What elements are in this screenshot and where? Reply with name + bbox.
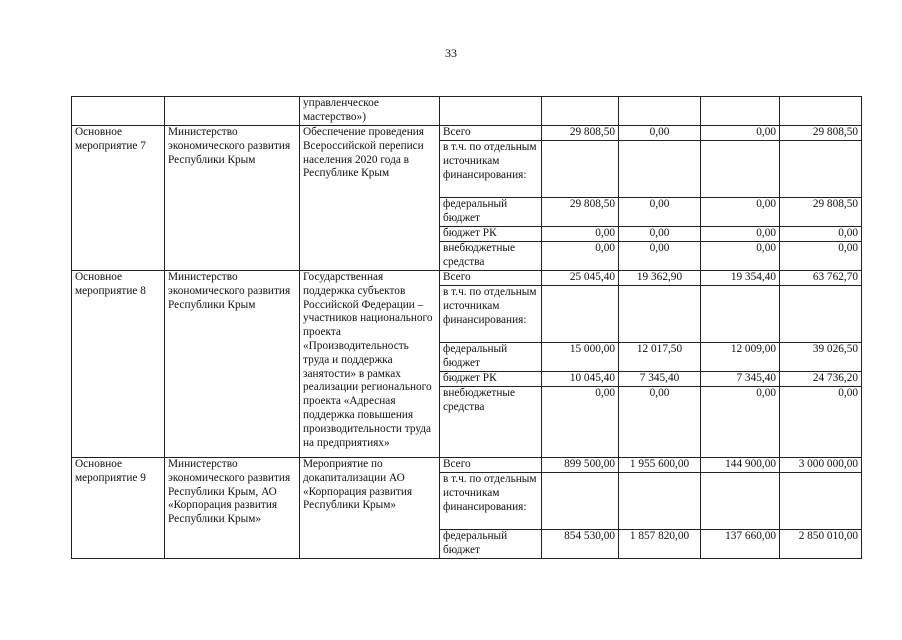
funding-source-cell: Всего bbox=[440, 271, 542, 286]
funding-source-cell: федеральный бюджет bbox=[440, 198, 542, 227]
funding-source-cell: в т.ч. по отдельным источникам финансирования: bbox=[440, 286, 542, 343]
funding-source-cell: внебюджетные средства bbox=[440, 387, 542, 458]
total-value-cell bbox=[780, 473, 862, 530]
total-value-cell bbox=[780, 286, 862, 343]
year-value-cell: 12 017,50 bbox=[619, 343, 701, 372]
measure-cell: Основное мероприятие 9 bbox=[72, 458, 165, 559]
year-value-cell: 12 009,00 bbox=[701, 343, 780, 372]
year-value-cell bbox=[542, 141, 619, 198]
continuation-cell-value bbox=[542, 97, 619, 126]
total-value-cell: 24 736,20 bbox=[780, 372, 862, 387]
year-value-cell bbox=[542, 473, 619, 530]
year-value-cell: 19 354,40 bbox=[701, 271, 780, 286]
continuation-cell-value bbox=[619, 97, 701, 126]
funding-source-cell: в т.ч. по отдельным источникам финансирования: bbox=[440, 473, 542, 530]
year-value-cell: 144 900,00 bbox=[701, 458, 780, 473]
continuation-cell-source bbox=[440, 97, 542, 126]
year-value-cell: 0,00 bbox=[542, 387, 619, 458]
description-cell: Государственная поддержка субъектов Российской Федерации – участников национального проекта «Производительность труда и поддержка занятости» в рамках реализации регионального проекта «Адресная поддержка повышения производительности труда на предприятиях» bbox=[300, 271, 440, 458]
continuation-cell-value bbox=[701, 97, 780, 126]
year-value-cell: 854 530,00 bbox=[542, 530, 619, 559]
year-value-cell: 15 000,00 bbox=[542, 343, 619, 372]
year-value-cell bbox=[701, 286, 780, 343]
year-value-cell bbox=[701, 473, 780, 530]
funding-source-cell: Всего bbox=[440, 458, 542, 473]
year-value-cell: 29 808,50 bbox=[542, 126, 619, 141]
total-value-cell: 0,00 bbox=[780, 387, 862, 458]
continuation-cell-measure bbox=[72, 97, 165, 126]
year-value-cell: 7 345,40 bbox=[619, 372, 701, 387]
executor-cell: Министерство экономического развития Республики Крым bbox=[165, 271, 300, 458]
continuation-cell-description bbox=[300, 97, 440, 126]
table-row bbox=[72, 458, 862, 473]
executor-cell: Министерство экономического развития Республики Крым bbox=[165, 126, 300, 271]
total-value-cell: 0,00 bbox=[780, 227, 862, 242]
total-value-cell bbox=[780, 141, 862, 198]
year-value-cell: 0,00 bbox=[619, 126, 701, 141]
year-value-cell: 899 500,00 bbox=[542, 458, 619, 473]
funding-source-cell: бюджет РК bbox=[440, 372, 542, 387]
year-value-cell bbox=[619, 473, 701, 530]
year-value-cell bbox=[701, 141, 780, 198]
year-value-cell: 0,00 bbox=[701, 227, 780, 242]
total-value-cell: 29 808,50 bbox=[780, 198, 862, 227]
measure-cell: Основное мероприятие 8 bbox=[72, 271, 165, 458]
description-cell: Обеспечение проведения Всероссийской переписи населения 2020 года в Республике Крым bbox=[300, 126, 440, 271]
year-value-cell: 0,00 bbox=[619, 387, 701, 458]
year-value-cell bbox=[619, 286, 701, 343]
year-value-cell: 7 345,40 bbox=[701, 372, 780, 387]
year-value-cell: 0,00 bbox=[619, 198, 701, 227]
year-value-cell: 1 955 600,00 bbox=[619, 458, 701, 473]
year-value-cell: 19 362,90 bbox=[619, 271, 701, 286]
funding-source-cell: Всего bbox=[440, 126, 542, 141]
year-value-cell: 29 808,50 bbox=[542, 198, 619, 227]
budget-table bbox=[71, 96, 862, 559]
measure-cell: Основное мероприятие 7 bbox=[72, 126, 165, 271]
year-value-cell: 0,00 bbox=[619, 227, 701, 242]
total-value-cell: 39 026,50 bbox=[780, 343, 862, 372]
year-value-cell: 0,00 bbox=[542, 227, 619, 242]
description-cell: Мероприятие по докапитализации АО «Корпорация развития Республики Крым» bbox=[300, 458, 440, 559]
total-value-cell: 0,00 bbox=[780, 242, 862, 271]
year-value-cell: 1 857 820,00 bbox=[619, 530, 701, 559]
year-value-cell: 0,00 bbox=[701, 126, 780, 141]
continuation-text-line: управленческое bbox=[303, 97, 379, 109]
continuation-cell-total bbox=[780, 97, 862, 126]
continuation-text-line: мастерство») bbox=[303, 110, 366, 123]
year-value-cell: 25 045,40 bbox=[542, 271, 619, 286]
year-value-cell: 10 045,40 bbox=[542, 372, 619, 387]
total-value-cell: 2 850 010,00 bbox=[780, 530, 862, 559]
total-value-cell: 63 762,70 bbox=[780, 271, 862, 286]
table-row bbox=[72, 126, 862, 141]
executor-cell: Министерство экономического развития Республики Крым, АО «Корпорация развития Республики Крым» bbox=[165, 458, 300, 559]
year-value-cell: 0,00 bbox=[701, 242, 780, 271]
page-number: 33 bbox=[445, 46, 457, 60]
year-value-cell: 0,00 bbox=[701, 198, 780, 227]
funding-source-cell: федеральный бюджет bbox=[440, 343, 542, 372]
year-value-cell: 137 660,00 bbox=[701, 530, 780, 559]
year-value-cell: 0,00 bbox=[619, 242, 701, 271]
year-value-cell bbox=[619, 141, 701, 198]
year-value-cell: 0,00 bbox=[701, 387, 780, 458]
total-value-cell: 29 808,50 bbox=[780, 126, 862, 141]
total-value-cell: 3 000 000,00 bbox=[780, 458, 862, 473]
funding-source-cell: бюджет РК bbox=[440, 227, 542, 242]
year-value-cell: 0,00 bbox=[542, 242, 619, 271]
table-row bbox=[72, 271, 862, 286]
year-value-cell bbox=[542, 286, 619, 343]
funding-source-cell: внебюджетные средства bbox=[440, 242, 542, 271]
continuation-cell-executor bbox=[165, 97, 300, 126]
funding-source-cell: в т.ч. по отдельным источникам финансирования: bbox=[440, 141, 542, 198]
continuation-row bbox=[72, 97, 862, 126]
funding-source-cell: федеральный бюджет bbox=[440, 530, 542, 559]
